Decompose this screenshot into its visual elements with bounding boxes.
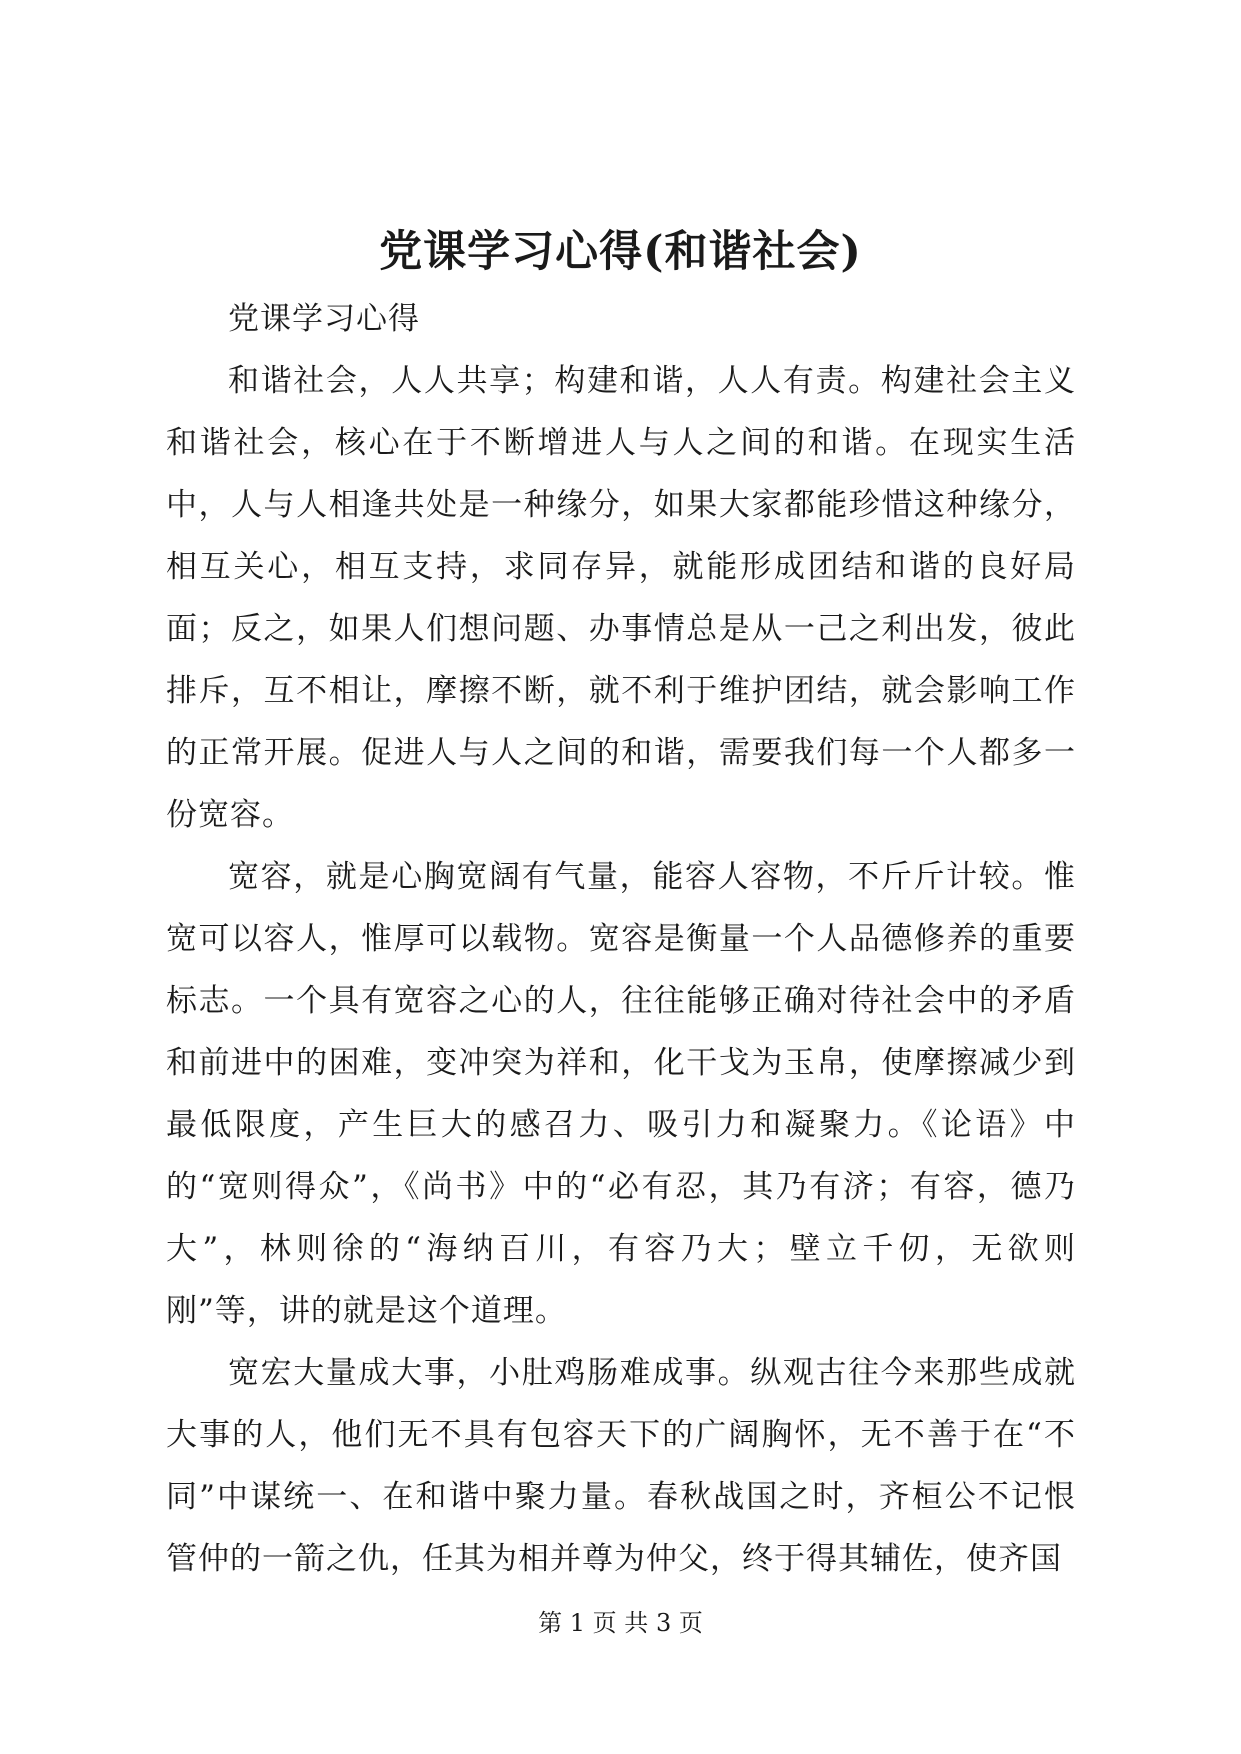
- subtitle-paragraph: 党课学习心得: [228, 301, 420, 337]
- document-title: 党课学习心得(和谐社会): [379, 227, 862, 277]
- body-paragraph-3: 宽宏大量成大事，小肚鸡肠难成事。纵观古往今来那些成就大事的人，他们无不具有包容天下的广阔胸怀，无不善于在“不同”中谋统一、在和谐中聚力量。春秋战国之时，齐桓公不记恨管仲的一箭之仇，任其为相并尊为仲父，终于得其辅佐，使齐国: [166, 1355, 1076, 1577]
- document-body: [166, 288, 1076, 1590]
- page-number-footer: 第 1 页 共 3 页: [538, 1609, 703, 1637]
- body-paragraph-1: 和谐社会，人人共享；构建和谐，人人有责。构建社会主义和谐社会，核心在于不断增进人与人之间的和谐。在现实生活中，人与人相逢共处是一种缘分，如果大家都能珍惜这种缘分，相互关心，相互支持，求同存异，就能形成团结和谐的良好局面；反之，如果人们想问题、办事情总是从一己之利出发，彼此排斥，互不相让，摩擦不断，就不利于维护团结，就会影响工作的正常开展。促进人与人之间的和谐，需要我们每一个人都多一份宽容。: [166, 363, 1076, 833]
- body-paragraph-2: 宽容，就是心胸宽阔有气量，能容人容物，不斤斤计较。惟宽可以容人，惟厚可以载物。宽容是衡量一个人品德修养的重要标志。一个具有宽容之心的人，往往能够正确对待社会中的矛盾和前进中的困难，变冲突为祥和，化干戈为玉帛，使摩擦减少到最低限度，产生巨大的感召力、吸引力和凝聚力。《论语》中的“宽则得众”，《尚书》中的“必有忍，其乃有济；有容，德乃大”，林则徐的“海纳百川，有容乃大；壁立千仞，无欲则刚”等，讲的就是这个道理。: [166, 859, 1076, 1329]
